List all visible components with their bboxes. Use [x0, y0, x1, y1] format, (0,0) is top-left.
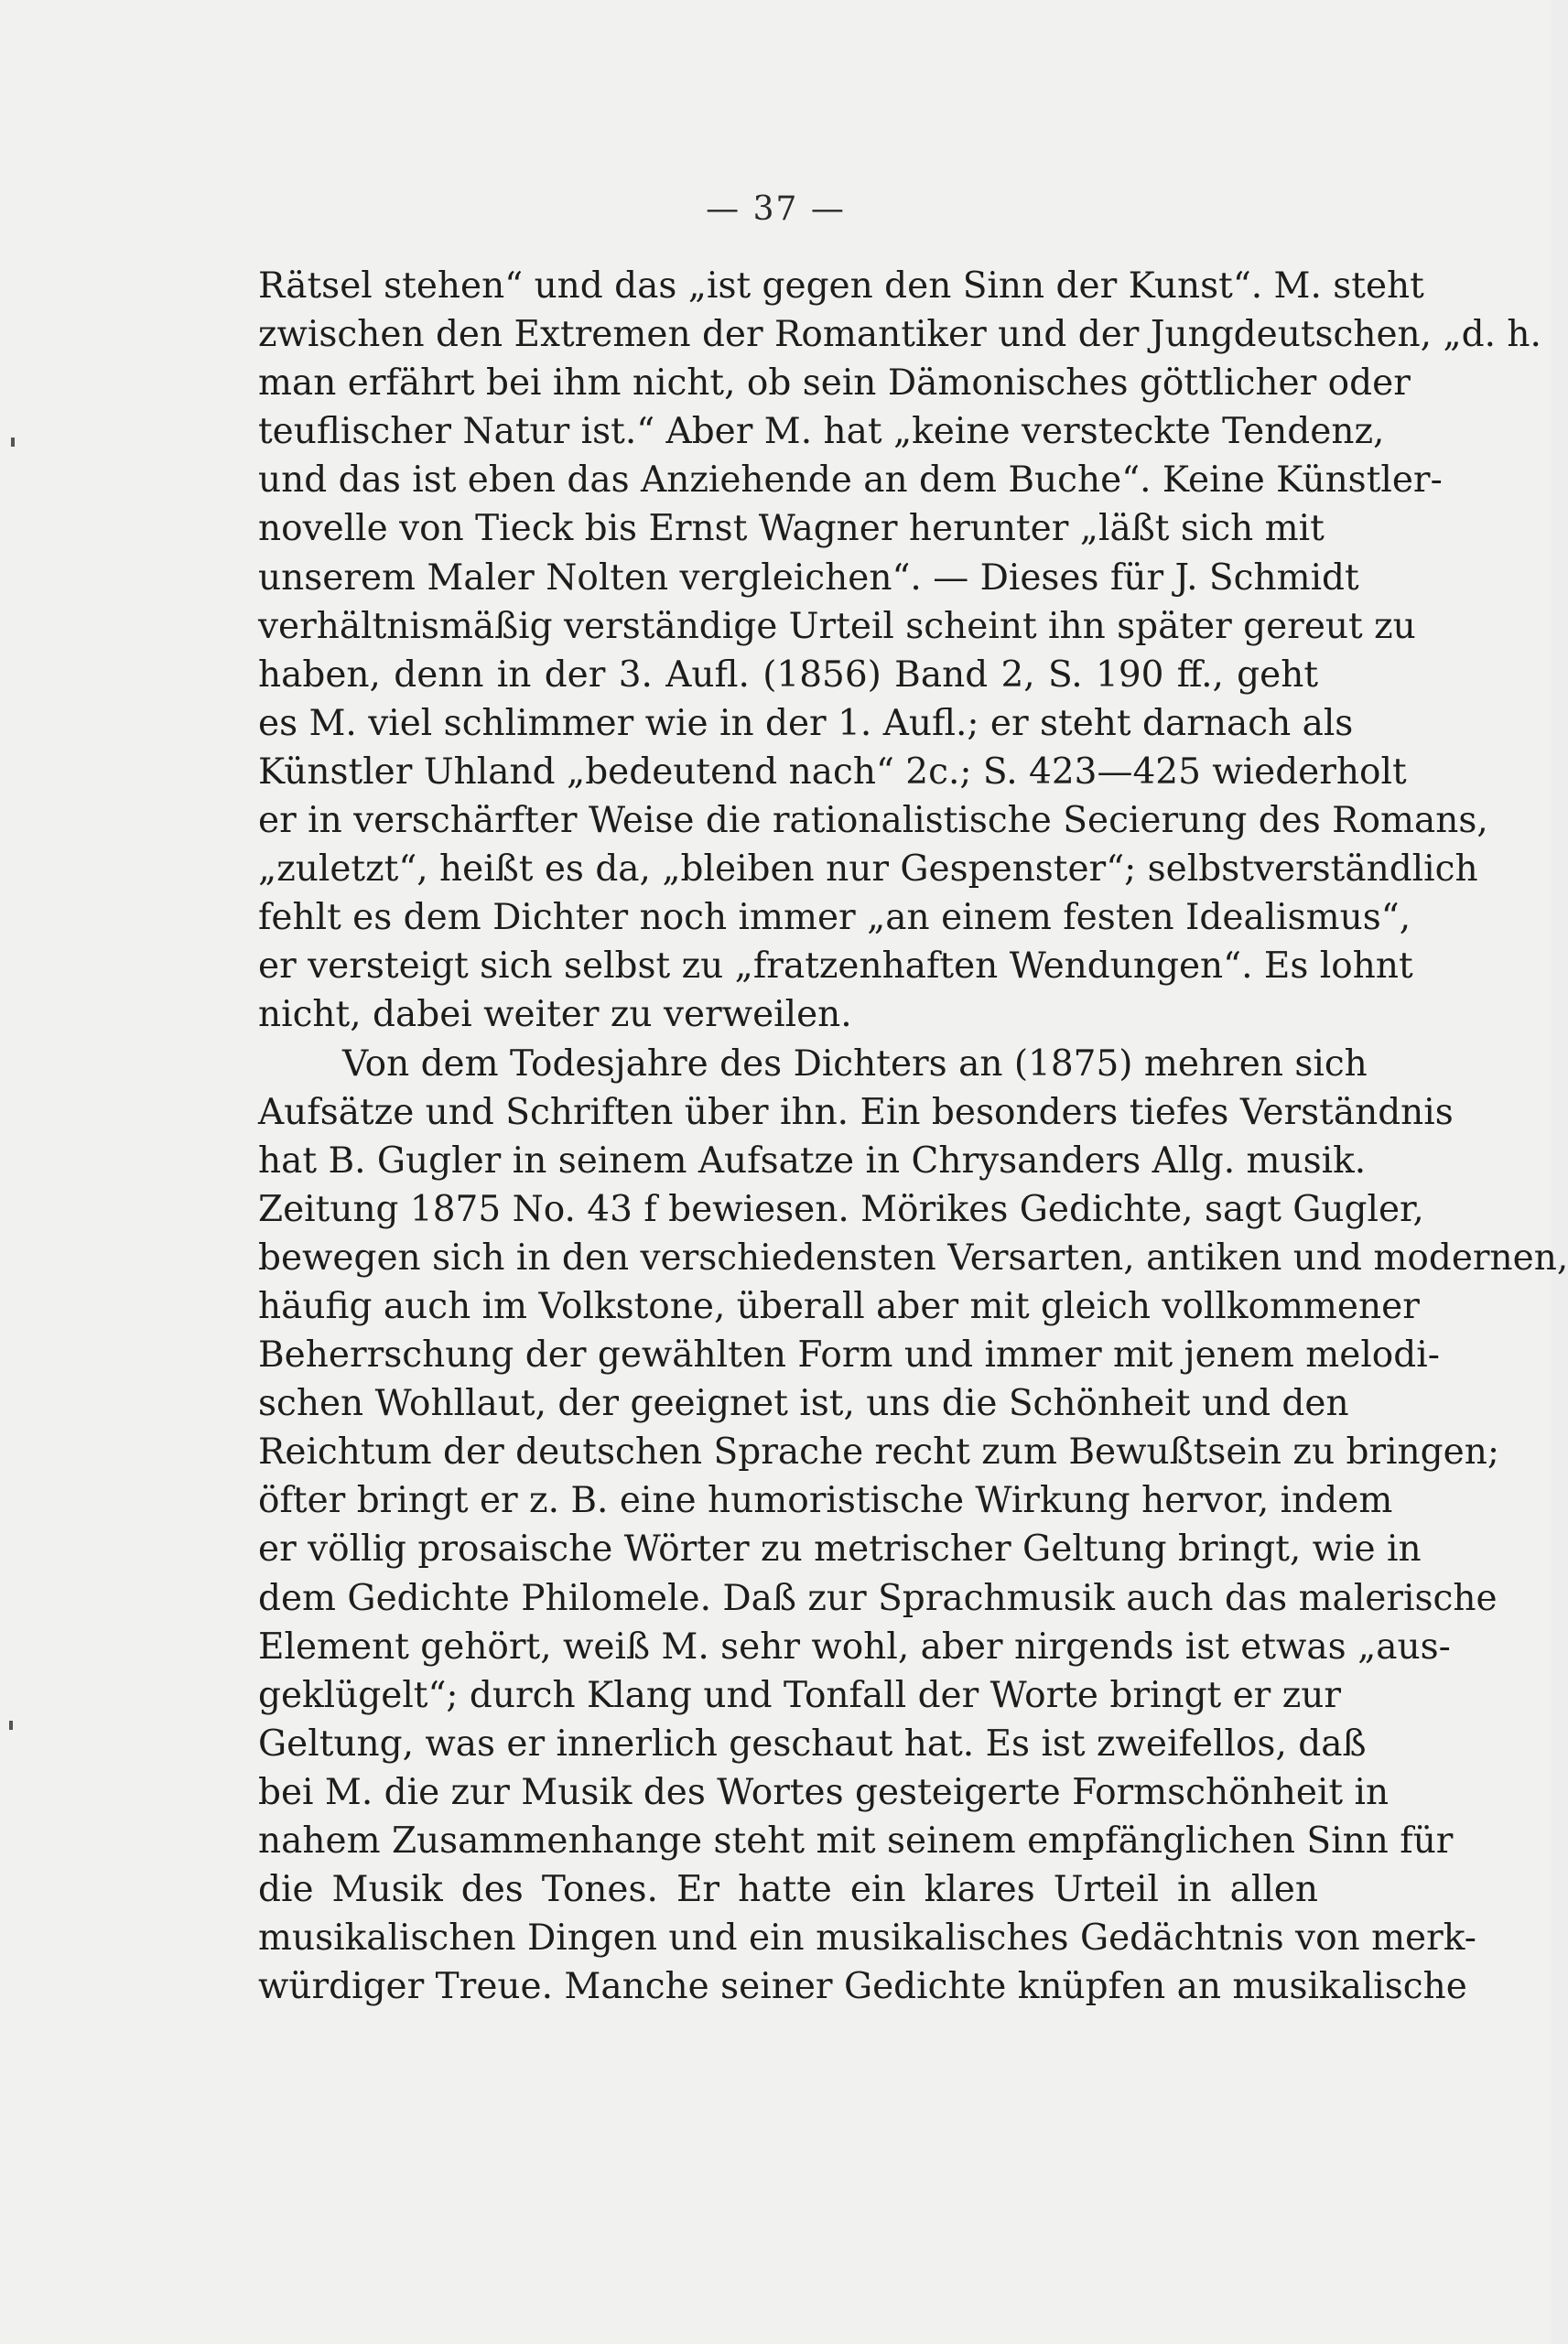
text-line: Von dem Todesjahre des Dichters an (1875) mehren sich: [342, 1042, 1368, 1085]
text-line: öfter bringt er z. B. eine humoristische Wirkung hervor, indem: [258, 1480, 1393, 1522]
text-line: teuflischer Natur ist.“ Aber M. hat „keine versteckte Tendenz,: [258, 411, 1385, 453]
text-line: haben, denn in der 3. Aufl. (1856) Band 2, S. 190 ff., geht: [258, 654, 1318, 696]
text-line: nicht, dabei weiter zu verweilen.: [258, 994, 852, 1036]
text-line: man erfährt bei ihm nicht, ob sein Dämonisches göttlicher oder: [258, 362, 1411, 405]
body-text: [258, 262, 1568, 2011]
text-line: bei M. die zur Musik des Wortes gesteigerte Formschönheit in: [258, 1771, 1390, 1813]
text-line: er völlig prosaische Wörter zu metrischer Geltung bringt, wie in: [258, 1528, 1422, 1571]
text-line: Aufsätze und Schriften über ihn. Ein besonders tiefes Verständnis: [258, 1091, 1454, 1133]
text-line: er in verschärfter Weise die rationalistische Secierung des Romans,: [258, 800, 1488, 842]
text-line: schen Wohllaut, der geeignet ist, uns die Schönheit und den: [258, 1383, 1349, 1425]
page-number: — 37 —: [706, 190, 846, 228]
text-line: Rätsel stehen“ und das „ist gegen den Sinn der Kunst“. M. steht: [258, 265, 1424, 307]
text-line: würdiger Treue. Manche seiner Gedichte knüpfen an musikalische: [258, 1966, 1467, 2008]
text-line: bewegen sich in den verschiedensten Versarten, antiken und modernen,: [258, 1237, 1568, 1279]
text-line: dem Gedichte Philomele. Daß zur Sprachmusik auch das malerische: [258, 1577, 1498, 1619]
text-line: die Musik des Tones. Er hatte ein klares Urteil in allen: [258, 1869, 1318, 1911]
text-line: verhältnismäßig verständige Urteil scheint ihn später gereut zu: [258, 605, 1416, 647]
margin-mark-bottom: [9, 1721, 13, 1730]
text-line: zwischen den Extremen der Romantiker und der Jungdeutschen, „d. h.: [258, 314, 1541, 356]
text-line: Element gehört, weiß M. sehr wohl, aber nirgends ist etwas „aus-: [258, 1626, 1451, 1668]
text-line: nahem Zusammenhange steht mit seinem empfänglichen Sinn für: [258, 1820, 1454, 1862]
text-line: unserem Maler Nolten vergleichen“. — Dieses für J. Schmidt: [258, 556, 1359, 599]
margin-mark-top: [11, 437, 15, 447]
text-line: Beherrschung der gewählten Form und immer mit jenem melodi-: [258, 1334, 1440, 1377]
text-line: fehlt es dem Dichter noch immer „an einem festen Idealismus“,: [258, 897, 1411, 939]
text-line: und das ist eben das Anziehende an dem Buche“. Keine Künstler-: [258, 459, 1443, 502]
text-line: häufig auch im Volkstone, überall aber mit gleich vollkommener: [258, 1285, 1420, 1327]
text-line: hat B. Gugler in seinem Aufsatze in Chrysanders Allg. musik.: [258, 1140, 1367, 1182]
text-line: er versteigt sich selbst zu „fratzenhaften Wendungen“. Es lohnt: [258, 945, 1413, 988]
text-line: musikalischen Dingen und ein musikalisches Gedächtnis von merk-: [258, 1917, 1476, 1960]
text-line: Zeitung 1875 No. 43 f bewiesen. Mörikes Gedichte, sagt Gugler,: [258, 1188, 1424, 1230]
text-line: Künstler Uhland „bedeutend nach“ 2c.; S. 423—425 wiederholt: [258, 751, 1407, 793]
text-line: Reichtum der deutschen Sprache recht zum Bewußtsein zu bringen;: [258, 1431, 1499, 1474]
text-line: geklügelt“; durch Klang und Tonfall der Worte bringt er zur: [258, 1674, 1342, 1716]
text-line: es M. viel schlimmer wie in der 1. Aufl.; er steht darnach als: [258, 702, 1354, 744]
text-line: novelle von Tieck bis Ernst Wagner herunter „läßt sich mit: [258, 508, 1325, 550]
text-line: Geltung, was er innerlich geschaut hat. Es ist zweifellos, daß: [258, 1723, 1367, 1765]
text-line: „zuletzt“, heißt es da, „bleiben nur Gespenster“; selbstverständlich: [258, 848, 1478, 891]
